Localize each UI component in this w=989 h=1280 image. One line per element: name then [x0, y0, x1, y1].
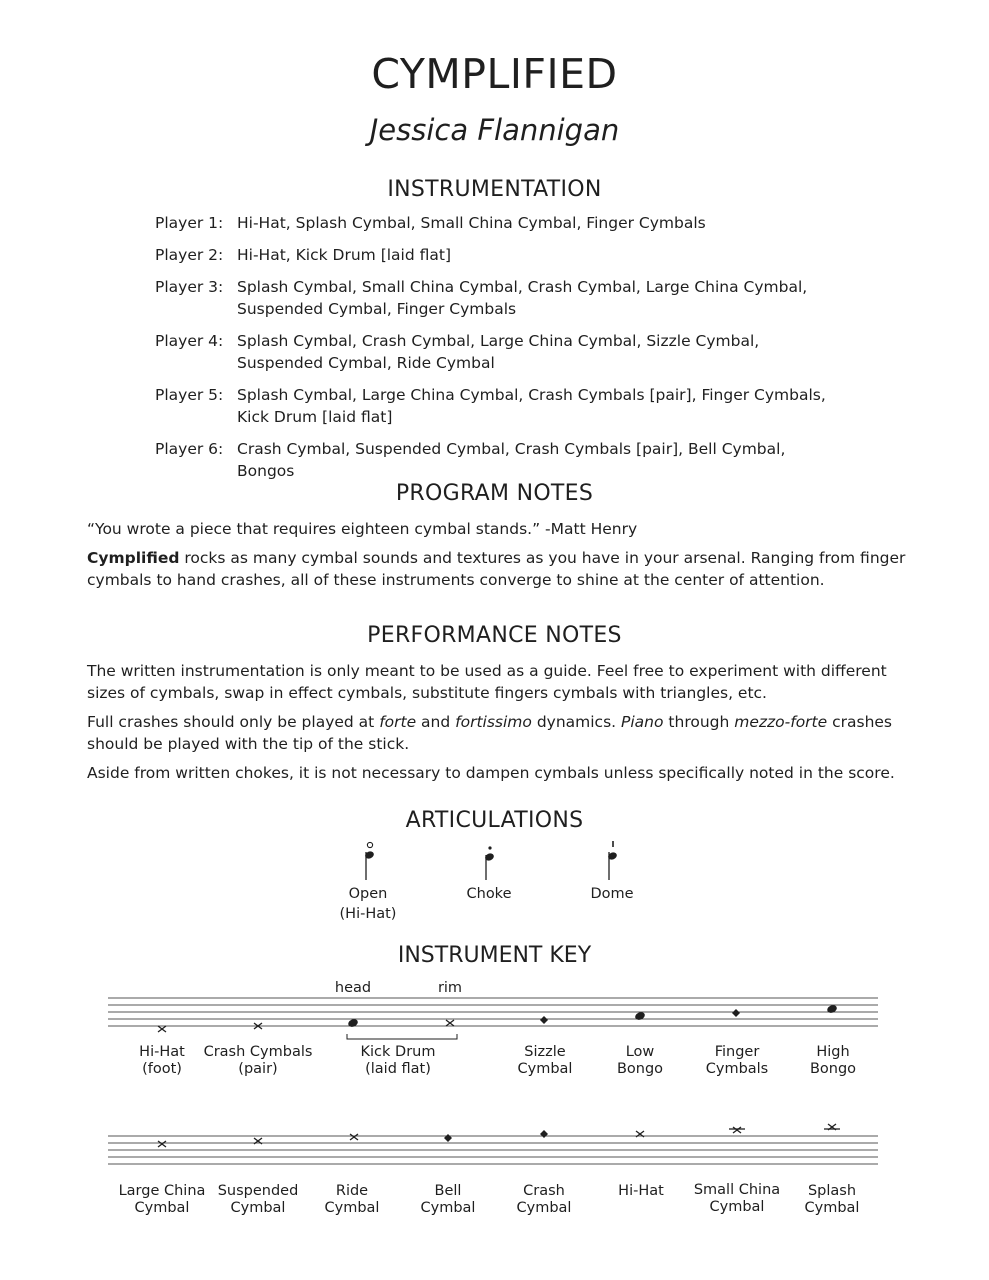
instrument-sublabel: Cymbals — [705, 1061, 769, 1077]
instrument-key-heading: INSTRUMENT KEY — [397, 943, 592, 968]
instrument-label: Hi-Hat — [618, 1183, 664, 1199]
player-instruments: Splash Cymbal, Small China Cymbal, Crash Cymbal, Large China Cymbal, Suspended Cymbal, Finger Cymbals — [237, 278, 808, 318]
instrument-label: Hi-Hat — [139, 1044, 185, 1060]
note-text: through — [663, 713, 735, 731]
instrument-label: Sizzle — [524, 1044, 566, 1060]
diamond-notehead-icon — [540, 1016, 548, 1024]
instrument-sublabel: Bongo — [809, 1061, 857, 1077]
program-notes-quote: “You wrote a piece that requires eighteen cymbal stands.” -Matt Henry — [87, 520, 638, 538]
diamond-notehead-icon — [540, 1130, 548, 1138]
page-title: CYMPLIFIED — [371, 50, 618, 98]
instrument-label: Bell — [434, 1183, 462, 1199]
circle-icon — [367, 842, 372, 847]
instrument-sublabel: Cymbal — [230, 1200, 286, 1216]
head-label: head — [334, 980, 372, 996]
instrument-label: Ride — [335, 1183, 369, 1199]
player-instruments: Hi-Hat, Kick Drum [laid flat] — [237, 246, 452, 264]
performance-notes-heading: PERFORMANCE NOTES — [367, 623, 622, 648]
instrument-sublabel: (foot) — [142, 1061, 182, 1077]
rim-label: rim — [437, 980, 463, 996]
diamond-notehead-icon — [732, 1009, 740, 1017]
performance-note-3: Aside from written chokes, it is not necessary to dampen cymbals unless specifically noted in the score. — [87, 764, 895, 782]
articulation-sublabel: (Hi-Hat) — [339, 906, 397, 922]
instrument-sublabel: Cymbal — [420, 1200, 476, 1216]
player-label: Player 6: — [155, 440, 224, 458]
x-notehead-icon — [350, 1134, 358, 1140]
note-text: Full crashes should only be played at — [87, 713, 380, 731]
dynamic-forte: forte — [379, 713, 417, 731]
instrument-sublabel: (pair) — [238, 1061, 278, 1077]
choke-articulation — [484, 846, 495, 880]
articulation-label: Open — [348, 886, 388, 902]
note-text: and — [416, 713, 456, 731]
dynamic-piano: Piano — [621, 713, 664, 731]
instrument-label: Crash — [523, 1183, 565, 1199]
open-articulation — [364, 842, 375, 880]
program-notes-text: rocks as many cymbal sounds and textures as you have in your arsenal. Ranging from finger cymbals to hand crashes, all of these instruments converge to shine at the center of attention. — [87, 549, 906, 589]
instrument-label: Kick Drum — [360, 1044, 436, 1060]
staff-2 — [108, 1136, 878, 1164]
articulation-label: Dome — [590, 886, 634, 902]
dynamic-mezzo-forte: mezzo-forte — [734, 713, 828, 731]
dynamic-fortissimo: fortissimo — [455, 713, 532, 731]
dome-articulation — [607, 841, 618, 880]
instrument-label: Small China — [693, 1182, 781, 1198]
note-text: dynamics. — [531, 713, 622, 731]
instrument-label: High — [816, 1044, 850, 1060]
staff-2-labels — [119, 1182, 860, 1216]
instrument-sublabel: Cymbal — [134, 1200, 190, 1216]
instrument-label: Suspended — [217, 1183, 299, 1199]
player-label: Player 1: — [155, 214, 224, 232]
instrument-label: Crash Cymbals — [203, 1044, 313, 1060]
instrument-label: Large China — [118, 1183, 206, 1199]
player-instruments: Splash Cymbal, Crash Cymbal, Large China Cymbal, Sizzle Cymbal, Suspended Cymbal, Ride Cymbal — [237, 332, 760, 372]
articulation-label: Choke — [466, 886, 512, 902]
dot-icon — [488, 846, 491, 849]
instrument-sublabel: Cymbal — [324, 1200, 380, 1216]
staff-1 — [108, 998, 878, 1026]
instrument-sublabel: Cymbal — [516, 1200, 572, 1216]
piece-title-word: Cymplified — [87, 549, 180, 567]
diamond-notehead-icon — [444, 1134, 452, 1142]
staff-1-labels — [139, 1044, 856, 1077]
x-notehead-icon — [446, 1020, 454, 1026]
bracket-icon — [347, 1034, 457, 1039]
x-notehead-icon — [158, 1026, 166, 1032]
instrument-label: Finger — [714, 1044, 760, 1060]
x-notehead-icon — [158, 1141, 166, 1147]
staff-2-notes — [158, 1124, 840, 1147]
instrument-sublabel: Cymbal — [517, 1061, 573, 1077]
player-instruments: Crash Cymbal, Suspended Cymbal, Crash Cymbals [pair], Bell Cymbal, Bongos — [237, 440, 786, 480]
player-label: Player 3: — [155, 278, 224, 296]
instrumentation-heading: INSTRUMENTATION — [387, 177, 602, 202]
x-notehead-icon — [729, 1127, 745, 1133]
player-label: Player 4: — [155, 332, 224, 350]
program-notes-heading: PROGRAM NOTES — [395, 481, 594, 506]
player-label: Player 2: — [155, 246, 224, 264]
instrument-sublabel: Cymbal — [804, 1200, 860, 1216]
instrument-sublabel: (laid flat) — [365, 1061, 431, 1077]
player-instruments: Splash Cymbal, Large China Cymbal, Crash Cymbals [pair], Finger Cymbals, Kick Drum [laid flat] — [237, 386, 826, 426]
composer-name: Jessica Flannigan — [369, 113, 620, 147]
instrument-sublabel: Bongo — [616, 1061, 664, 1077]
player-instruments: Hi-Hat, Splash Cymbal, Small China Cymbal, Finger Cymbals — [237, 214, 706, 232]
instrument-sublabel: Cymbal — [709, 1199, 765, 1215]
articulations-heading: ARTICULATIONS — [405, 808, 584, 833]
performance-note-1: The written instrumentation is only meant to be used as a guide. Feel free to experiment with different sizes of cymbals, swap in effect cymbals, substitute fingers cymbals with triangles, etc. — [87, 662, 887, 702]
x-notehead-icon — [824, 1124, 840, 1130]
note-text: crashes should be played with the tip of the stick. — [87, 713, 893, 753]
instrument-label: Splash — [807, 1183, 857, 1199]
staff-1-notes — [158, 1004, 838, 1039]
instrument-label: Low — [625, 1044, 655, 1060]
player-label: Player 5: — [155, 386, 224, 404]
